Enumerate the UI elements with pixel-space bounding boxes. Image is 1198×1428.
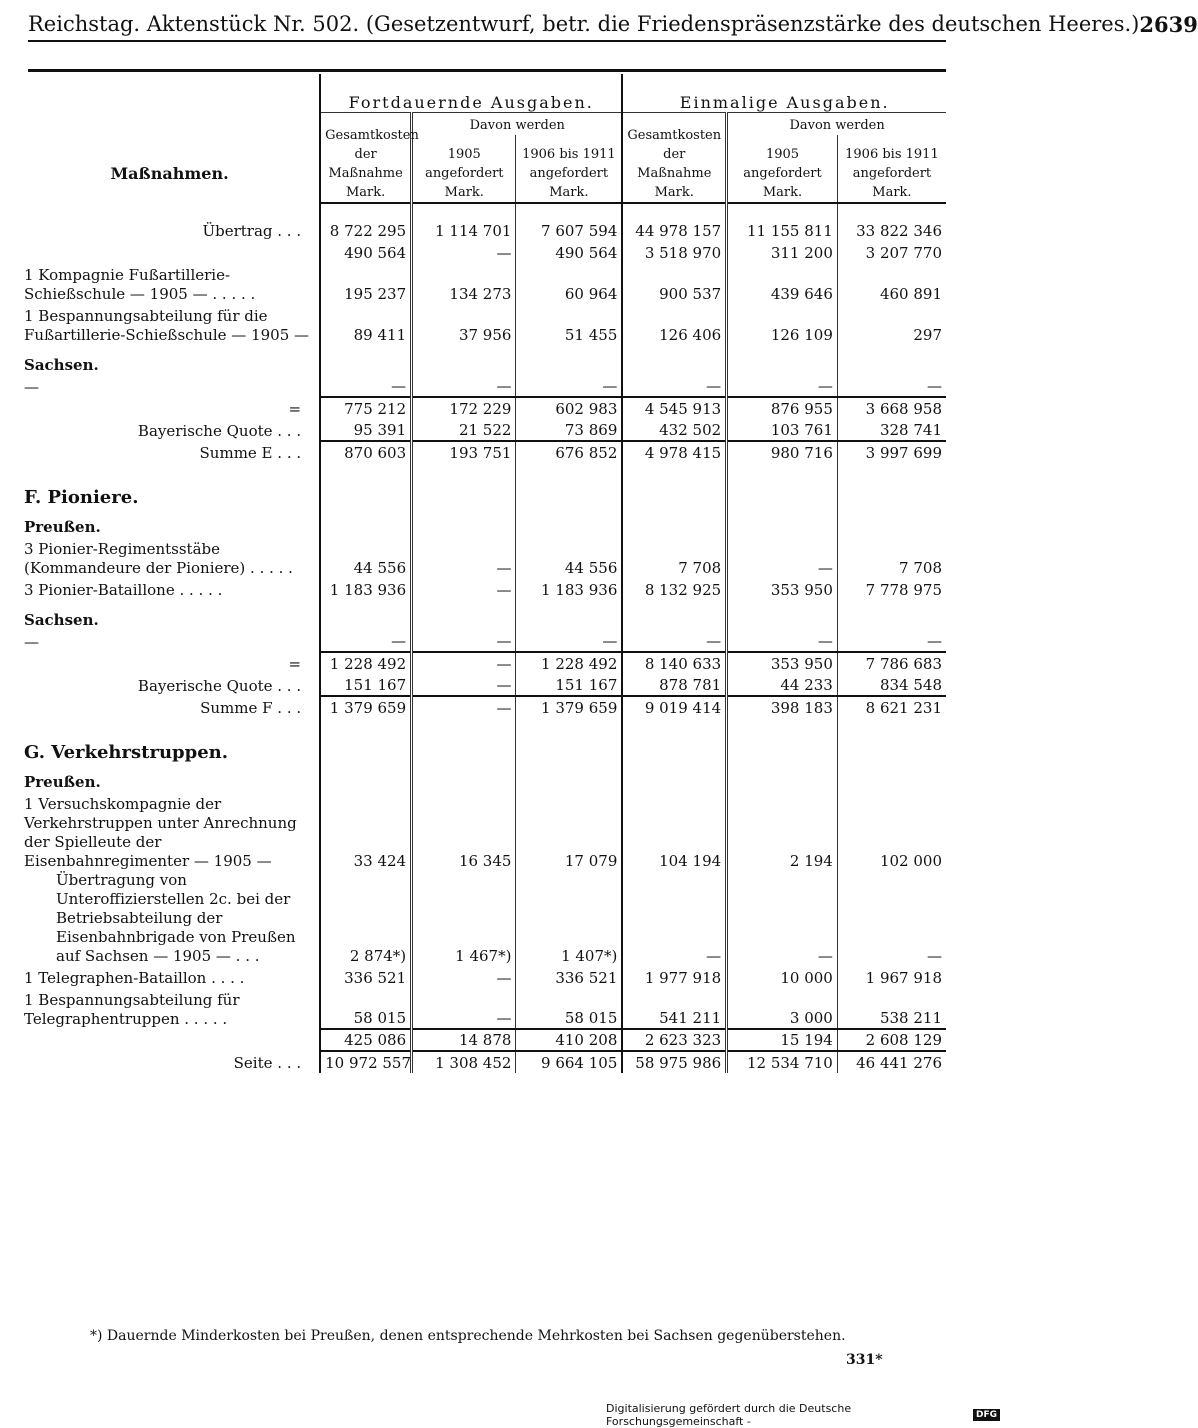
row-value: 10 972 557	[320, 1051, 412, 1073]
row-label: =	[288, 655, 302, 673]
row-value: 834 548	[837, 674, 946, 696]
row-value	[622, 345, 726, 375]
unit-label: Mark.	[320, 183, 412, 203]
thereof-header-1: Davon werden	[412, 113, 623, 136]
year-1905-header-2: 1905 angefordert	[727, 135, 838, 183]
row-value	[727, 762, 838, 792]
row-value: 126 406	[622, 304, 726, 345]
row-value: 195 237	[320, 263, 412, 304]
row-value	[320, 762, 412, 792]
row-value: 1 407*)	[516, 871, 622, 966]
row-value: —	[837, 871, 946, 966]
row-value: —	[622, 871, 726, 966]
row-value: 95 391	[320, 419, 412, 441]
year-1906-header-2: 1906 bis 1911 angefordert	[837, 135, 946, 183]
row-value: —	[727, 537, 838, 578]
row-value: 58 975 986	[622, 1051, 726, 1073]
unit-label: Mark.	[727, 183, 838, 203]
row-label: Übertragung von Unteroffizierstellen 2c. bei der Betriebsabteilung der Eisenbahnbrigade von Preußen auf Sachsen — 1905 — . . .	[56, 871, 296, 965]
row-value: —	[412, 537, 516, 578]
footnote: *) Dauernde Minderkosten bei Preußen, denen entsprechende Mehrkosten bei Sachsen gegenüberstehen.	[90, 1328, 846, 1344]
budget-table	[20, 74, 946, 1073]
row-value: 8 140 633	[622, 652, 726, 674]
row-value: 432 502	[622, 419, 726, 441]
row-value: 870 603	[320, 441, 412, 463]
unit-label: Mark.	[622, 183, 726, 203]
row-value: 7 778 975	[837, 578, 946, 600]
row-value: —	[622, 375, 726, 397]
table-row	[20, 345, 946, 375]
row-value	[837, 762, 946, 792]
row-value: —	[837, 630, 946, 652]
table-row	[20, 696, 946, 718]
table-row	[20, 578, 946, 600]
row-value: 17 079	[516, 792, 622, 871]
row-value: 1 379 659	[320, 696, 412, 718]
row-value: —	[412, 241, 516, 263]
row-value: —	[320, 375, 412, 397]
row-value: —	[837, 375, 946, 397]
row-value: 172 229	[412, 397, 516, 419]
row-value	[320, 600, 412, 630]
row-value: 7 786 683	[837, 652, 946, 674]
row-value: 33 424	[320, 792, 412, 871]
row-value: 2 874*)	[320, 871, 412, 966]
row-label: Übertrag . . .	[202, 222, 302, 240]
row-value: 353 950	[727, 578, 838, 600]
table-row	[20, 1051, 946, 1073]
row-value: 460 891	[837, 263, 946, 304]
row-value: 3 518 970	[622, 241, 726, 263]
row-label: Summe F . . .	[200, 699, 302, 717]
row-label: G. Verkehrstruppen.	[24, 742, 229, 763]
row-value: 37 956	[412, 304, 516, 345]
row-label: 1 Versuchskompagnie der Verkehrstruppen unter Anrechnung der Spielleute der Eisenbahnregimenter — 1905 —	[24, 795, 297, 870]
total-cost-header-2: Gesamtkosten der Maßnahme	[622, 113, 726, 184]
row-value: 8 132 925	[622, 578, 726, 600]
row-value: —	[412, 630, 516, 652]
row-value	[727, 718, 838, 762]
group-onetime-header: Einmalige Ausgaben.	[622, 74, 946, 113]
row-value: 775 212	[320, 397, 412, 419]
table-row	[20, 600, 946, 630]
table-row	[20, 871, 946, 966]
row-value: —	[516, 630, 622, 652]
row-value: —	[412, 375, 516, 397]
total-cost-header-1: Gesamtkosten der Maßnahme	[320, 113, 412, 184]
row-value: 16 345	[412, 792, 516, 871]
row-value: 2 608 129	[837, 1029, 946, 1051]
table-body	[20, 203, 946, 1073]
row-value: 3 997 699	[837, 441, 946, 463]
row-value	[516, 507, 622, 537]
row-label	[20, 241, 320, 263]
row-value: 1 379 659	[516, 696, 622, 718]
row-value: 8 722 295	[320, 203, 412, 241]
row-label: Preußen.	[24, 773, 101, 791]
row-label: Preußen.	[24, 518, 101, 536]
row-value	[516, 463, 622, 507]
row-value: —	[727, 375, 838, 397]
row-label: F. Pioniere.	[24, 487, 139, 508]
row-value: 2 623 323	[622, 1029, 726, 1051]
row-value: 538 211	[837, 988, 946, 1029]
row-value	[516, 600, 622, 630]
row-value: 11 155 811	[727, 203, 838, 241]
row-value: 58 015	[320, 988, 412, 1029]
row-value	[412, 600, 516, 630]
row-value	[837, 507, 946, 537]
row-value: 44 556	[516, 537, 622, 578]
table-row	[20, 537, 946, 578]
row-value	[622, 718, 726, 762]
table-row	[20, 203, 946, 241]
row-value: —	[412, 674, 516, 696]
row-label: Sachsen.	[24, 611, 99, 629]
row-value: 7 607 594	[516, 203, 622, 241]
table-row	[20, 463, 946, 507]
row-value: 73 869	[516, 419, 622, 441]
sheet-stamp: 331*	[846, 1352, 883, 1368]
table-row	[20, 304, 946, 345]
row-value	[516, 345, 622, 375]
row-label: 1 Telegraphen-Bataillon . . . .	[24, 969, 245, 987]
unit-label: Mark.	[412, 183, 516, 203]
row-value: 134 273	[412, 263, 516, 304]
table-top-rule	[28, 69, 946, 72]
row-value: 151 167	[320, 674, 412, 696]
row-value: 3 000	[727, 988, 838, 1029]
row-value: 58 015	[516, 988, 622, 1029]
row-value: 1 228 492	[516, 652, 622, 674]
row-label: —	[24, 378, 39, 396]
table-row	[20, 375, 946, 397]
row-value: 44 978 157	[622, 203, 726, 241]
table-row	[20, 762, 946, 792]
page-title: Reichstag. Aktenstück Nr. 502. (Gesetzentwurf, betr. die Friedenspräsenzstärke des deutschen Heeres.)	[28, 12, 1140, 36]
table-row	[20, 441, 946, 463]
row-value	[412, 507, 516, 537]
row-value: 89 411	[320, 304, 412, 345]
row-value	[412, 463, 516, 507]
row-value: 1 228 492	[320, 652, 412, 674]
row-value: 900 537	[622, 263, 726, 304]
table-row	[20, 397, 946, 419]
row-value: 439 646	[727, 263, 838, 304]
row-value: 51 455	[516, 304, 622, 345]
row-value: 9 019 414	[622, 696, 726, 718]
row-value: 21 522	[412, 419, 516, 441]
row-value: —	[727, 630, 838, 652]
row-value	[727, 463, 838, 507]
row-label	[20, 1029, 320, 1051]
table-row	[20, 718, 946, 762]
row-value	[837, 345, 946, 375]
row-label: Summe E . . .	[199, 444, 302, 462]
table-row	[20, 652, 946, 674]
row-value: 7 708	[837, 537, 946, 578]
row-value: 151 167	[516, 674, 622, 696]
row-label: Bayerische Quote . . .	[137, 422, 302, 440]
row-value	[320, 463, 412, 507]
row-label: =	[288, 400, 302, 418]
row-value: —	[516, 375, 622, 397]
row-value	[727, 600, 838, 630]
table-row	[20, 792, 946, 871]
row-label: 1 Bespannungsabteilung für Telegraphentruppen . . . . .	[24, 991, 240, 1028]
row-value	[727, 345, 838, 375]
row-value: 1 308 452	[412, 1051, 516, 1073]
row-value: 12 534 710	[727, 1051, 838, 1073]
row-value: —	[412, 966, 516, 988]
page-number: 2639	[1139, 11, 1198, 37]
table-row	[20, 674, 946, 696]
row-value: 3 207 770	[837, 241, 946, 263]
row-value: —	[727, 871, 838, 966]
row-value	[727, 507, 838, 537]
row-label: Sachsen.	[24, 356, 99, 374]
row-value	[320, 345, 412, 375]
row-value	[622, 507, 726, 537]
row-value: 425 086	[320, 1029, 412, 1051]
row-value: 1 114 701	[412, 203, 516, 241]
table-row	[20, 419, 946, 441]
row-value: 398 183	[727, 696, 838, 718]
row-value	[622, 600, 726, 630]
row-value: 4 978 415	[622, 441, 726, 463]
row-label: —	[24, 633, 39, 651]
row-value: —	[412, 652, 516, 674]
row-value: —	[622, 630, 726, 652]
year-1906-header-1: 1906 bis 1911 angefordert	[516, 135, 622, 183]
row-value: 10 000	[727, 966, 838, 988]
row-value: 336 521	[320, 966, 412, 988]
digitization-credit	[606, 1402, 1000, 1428]
credit-text: Digitalisierung gefördert durch die Deutsche Forschungsgemeinschaft -	[606, 1402, 852, 1428]
row-value	[412, 718, 516, 762]
row-value: 2 194	[727, 792, 838, 871]
row-label: 1 Bespannungsabteilung für die Fußartillerie-Schießschule — 1905 —	[24, 307, 310, 344]
row-value	[412, 762, 516, 792]
row-value	[837, 600, 946, 630]
thereof-header-2: Davon werden	[727, 113, 946, 136]
table-row	[20, 1029, 946, 1051]
row-value: 410 208	[516, 1029, 622, 1051]
row-value: 980 716	[727, 441, 838, 463]
row-value: —	[412, 988, 516, 1029]
row-value	[412, 345, 516, 375]
row-value: 9 664 105	[516, 1051, 622, 1073]
row-value: 1 183 936	[320, 578, 412, 600]
row-value: 876 955	[727, 397, 838, 419]
row-value: —	[412, 578, 516, 600]
row-value: 1 467*)	[412, 871, 516, 966]
row-value: 353 950	[727, 652, 838, 674]
row-value: 490 564	[516, 241, 622, 263]
row-value: 104 194	[622, 792, 726, 871]
table-row	[20, 263, 946, 304]
row-value: 33 822 346	[837, 203, 946, 241]
row-value	[320, 507, 412, 537]
row-value: 297	[837, 304, 946, 345]
group-recurring-header: Fortdauernde Ausgaben.	[320, 74, 622, 113]
row-value	[837, 718, 946, 762]
row-value: 676 852	[516, 441, 622, 463]
row-value: 7 708	[622, 537, 726, 578]
table-row	[20, 507, 946, 537]
row-value: 102 000	[837, 792, 946, 871]
row-value: 311 200	[727, 241, 838, 263]
row-value	[516, 762, 622, 792]
table-row	[20, 966, 946, 988]
dfg-logo: DFG	[973, 1409, 1000, 1421]
row-value: 15 194	[727, 1029, 838, 1051]
year-1905-header-1: 1905 angefordert	[412, 135, 516, 183]
row-value: 14 878	[412, 1029, 516, 1051]
table-row	[20, 630, 946, 652]
row-value: 1 977 918	[622, 966, 726, 988]
row-value: 336 521	[516, 966, 622, 988]
row-value: 103 761	[727, 419, 838, 441]
row-value	[622, 762, 726, 792]
row-label: Bayerische Quote . . .	[137, 677, 302, 695]
row-value: 878 781	[622, 674, 726, 696]
row-value: 44 556	[320, 537, 412, 578]
row-value	[622, 463, 726, 507]
row-value: 490 564	[320, 241, 412, 263]
row-value: —	[412, 696, 516, 718]
row-value	[837, 463, 946, 507]
unit-label: Mark.	[837, 183, 946, 203]
row-label: 3 Pionier-Bataillone . . . . .	[24, 581, 223, 599]
row-value: —	[320, 630, 412, 652]
row-value: 328 741	[837, 419, 946, 441]
table-row	[20, 241, 946, 263]
row-value	[320, 718, 412, 762]
row-value: 1 967 918	[837, 966, 946, 988]
row-value: 4 545 913	[622, 397, 726, 419]
unit-label: Mark.	[516, 183, 622, 203]
row-value: 126 109	[727, 304, 838, 345]
row-value: 541 211	[622, 988, 726, 1029]
row-value: 46 441 276	[837, 1051, 946, 1073]
row-label: Seite . . .	[233, 1054, 302, 1072]
row-value: 193 751	[412, 441, 516, 463]
row-label: 1 Kompagnie Fußartillerie-Schießschule — 1905 — . . . . .	[24, 266, 256, 303]
row-label: 3 Pionier-Regimentsstäbe (Kommandeure der Pioniere) . . . . .	[24, 540, 293, 577]
row-value	[516, 718, 622, 762]
header-rule	[28, 40, 946, 42]
table-row	[20, 988, 946, 1029]
row-value: 3 668 958	[837, 397, 946, 419]
page-header	[28, 6, 1198, 42]
row-value: 60 964	[516, 263, 622, 304]
row-value: 602 983	[516, 397, 622, 419]
row-value: 44 233	[727, 674, 838, 696]
row-value: 1 183 936	[516, 578, 622, 600]
measures-header: Maßnahmen.	[110, 164, 229, 183]
row-value: 8 621 231	[837, 696, 946, 718]
